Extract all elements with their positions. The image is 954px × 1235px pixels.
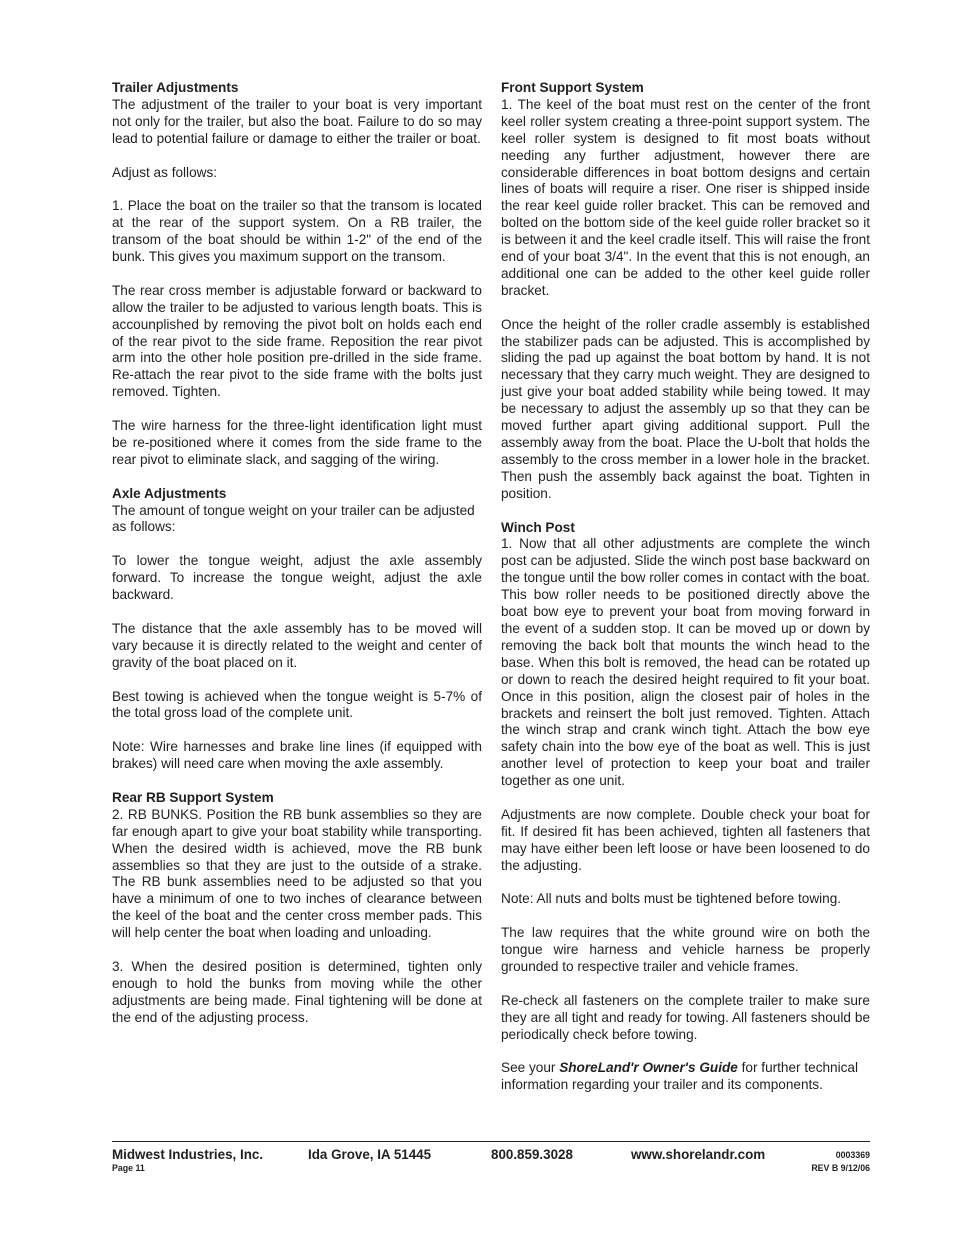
nuts-bolts-note: Note: All nuts and bolts must be tightened before towing. [501, 891, 842, 907]
owners-guide-trail: for further technical information regarding your trailer and its components. [501, 1060, 859, 1093]
owners-guide-lead: See your [501, 1060, 560, 1076]
stabilizer-pads-paragraph: Once the height of the roller cradle assembly is established the stabilizer pads can be adjusted. This is accomplished by sliding the pad up against the boat bottom by hand. It is not necessary that they carry much weight. They are designed to just give your boat added stability while being towed. It may be necessary to adjust the assembly up so that they can be moved further apart giving additional support. Pull the assembly away from the boat. Place the U-bolt that holds the assembly to the cross member in a lower hole in the bracket. Then push the assembly back against the boat. Tighten in position. [501, 316, 870, 501]
footer-revision: REV B 9/12/06 [811, 1163, 870, 1173]
front-support-heading: Front Support System [501, 80, 644, 95]
footer-phone: 800.859.3028 [491, 1147, 573, 1162]
right-column [501, 80, 870, 1111]
footer-page-number: Page 11 [112, 1163, 145, 1173]
wire-harness-note: Note: Wire harnesses and brake line lines (if equipped with brakes) will need care when moving the axle assembly. [112, 739, 482, 772]
trailer-adjustments-intro: The adjustment of the trailer to your boat is very important not only for the trailer, but also the boat. Failure to do so may lead to potential failure or damage to either the trailer or boat. [112, 96, 482, 146]
axle-adjustments-heading: Axle Adjustments [112, 485, 227, 501]
rb-bunks-step: 2. RB BUNKS. Position the RB bunk assemblies so they are far enough apart to give your boat stability while transporting. When the desired width is achieved, move the RB bunk assemblies so that they are just to the outside of a strake. The RB bunk assemblies need to be adjusted so that you have a minimum of one to two inches of clearance between the keel of the boat and the center cross member pads. This will help center the boat when loading and unloading. [112, 806, 482, 941]
trailer-adjustments-heading: Trailer Adjustments [112, 80, 239, 95]
wire-harness-paragraph: The wire harness for the three-light identification light must be re-positioned where it comes from the side frame to the rear pivot to eliminate slack, and sagging of the wiring. [112, 418, 482, 467]
transom-placement-step: 1. Place the boat on the trailer so that the transom is located at the rear of the support system. On a RB trailer, the transom of the boat should be within 1-2" of the end of the bunk. This gives you maximum support on the transom. [112, 198, 482, 265]
footer-company: Midwest Industries, Inc. [112, 1147, 264, 1162]
tongue-weight-intro: The amount of tongue weight on your trailer can be adjusted as follows: [112, 502, 475, 535]
tongue-weight-adjust: To lower the tongue weight, adjust the axle assembly forward. To increase the tongue weight, adjust the axle backward. [112, 553, 482, 603]
owners-guide-title: ShoreLand'r Owner's Guide [559, 1060, 738, 1076]
ground-wire-paragraph: The law requires that the white ground wire on both the tongue wire harness and vehicle harness be properly grounded to respective trailer and vehicle frames. [501, 925, 870, 975]
adjustments-complete-paragraph: Adjustments are now complete. Double check your boat for fit. If desired fit has been achieved, tighten all fasteners that may have either been left loose or have been loosened to do the adjusting. [501, 806, 870, 873]
left-column [112, 80, 482, 1043]
axle-distance-paragraph: The distance that the axle assembly has to be moved will vary because it is directly related to the weight and center of gravity of the boat placed on it. [112, 620, 482, 670]
footer-divider [112, 1141, 870, 1142]
recheck-fasteners-paragraph: Re-check all fasteners on the complete trailer to make sure they are all tight and ready for towing. All fasteners should be periodically check before towing. [501, 992, 870, 1042]
winch-post-step: 1. Now that all other adjustments are complete the winch post can be adjusted. Slide the winch post base backward on the tongue until the bow roller comes in contact with the boat. This bow roller needs to be positioned directly above the boat bow eye to prevent your boat from moving forward in the event of a sudden stop. It can be moved up or down by removing the back bolt that mounts the winch head to the base. When this bolt is removed, the head can be rotated up or down to reach the desired height required to fit your boat. Once in this position, align the closest pair of holes in the brackets and reinsert the bolt just removed. Tighten. Attach the winch strap and crank winch tight. Attach the bow eye safety chain into the bow eye of the boat as well. This is just another level of protection to keep your boat and trailer together as one unit. [501, 536, 870, 789]
best-towing-paragraph: Best towing is achieved when the tongue weight is 5-7% of the total gross load of the complete unit. [112, 688, 482, 721]
footer-doc-number: 0003369 [835, 1150, 870, 1160]
keel-roller-step: 1. The keel of the boat must rest on the center of the front keel roller system creating a three-point support system. The keel roller system is designed to fit most boats without needing any further adjustment, however there are considerable differences in boat bottom designs and certain lines of boats will require a riser. One riser is shipped inside the rear keel guide roller bracket. This can be removed and bolted on the bottom side of the keel guide roller bracket so it is between it and the keel cradle itself. This will raise the front end of your boat 3/4". In the event that this is not enough, an additional one can be added to the other keel guide roller bracket. [501, 96, 870, 298]
footer-website: www.shorelandr.com [631, 1147, 766, 1162]
winch-post-heading: Winch Post [501, 519, 575, 535]
owners-guide-paragraph [501, 1060, 870, 1094]
rear-cross-member-paragraph: The rear cross member is adjustable forward or backward to allow the trailer to be adjusted to various length boats. This is accounplished by removing the pivot bolt on holds each end of the rear pivot to the side frame. Reposition the rear pivot arm into the other hole position pre-drilled in the side frame. Re-attach the rear pivot to the side frame with the bolts just removed. Tighten. [112, 282, 482, 400]
adjust-as-follows: Adjust as follows: [112, 164, 218, 180]
rear-rb-support-heading: Rear RB Support System [112, 789, 274, 805]
footer-location: Ida Grove, IA 51445 [308, 1147, 432, 1162]
tighten-bunks-step: 3. When the desired position is determined, tighten only enough to hold the bunks from moving while the other adjustments are being made. Final tightening will be done at the end of the adjusting process. [112, 958, 482, 1025]
